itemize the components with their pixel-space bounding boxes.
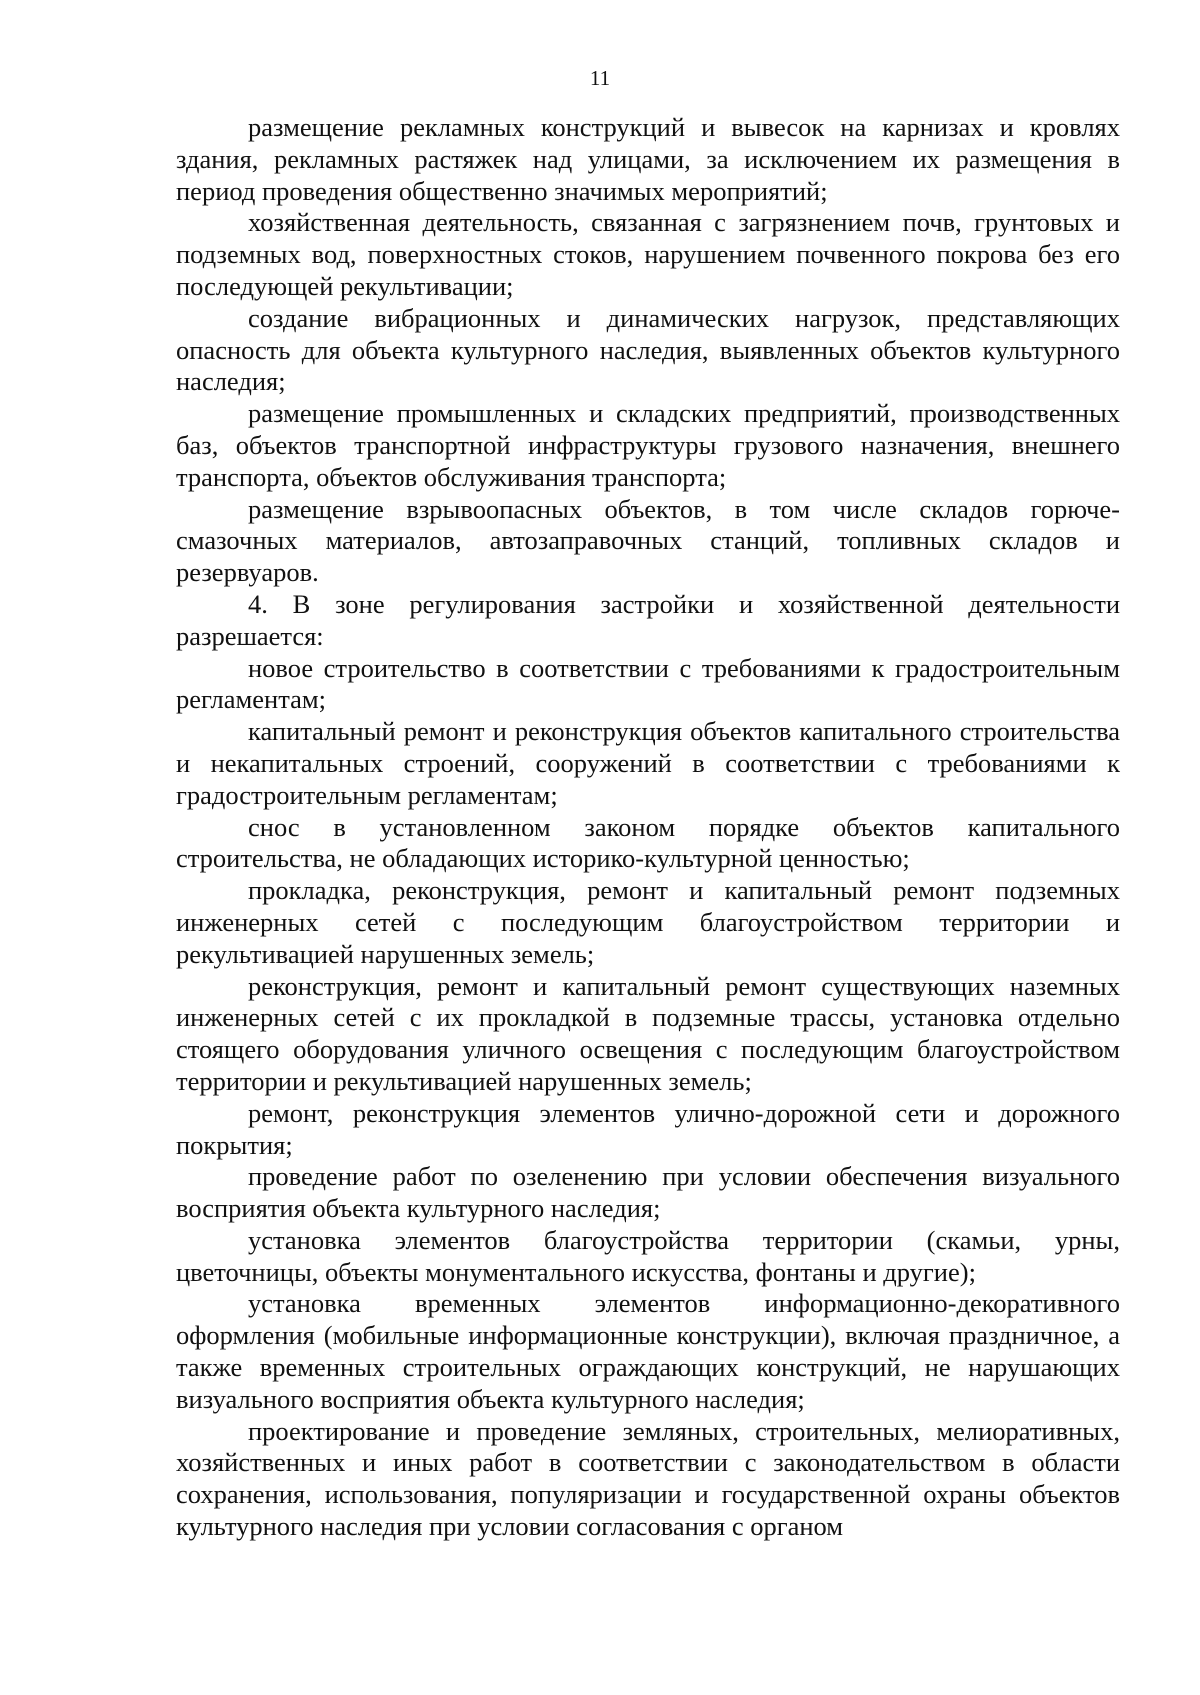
paragraph-allow-landscaping: проведение работ по озеленению при условии обеспечения визуального восприятия объекта культурного наследия; bbox=[176, 1161, 1120, 1224]
paragraph-allow-surface-networks: реконструкция, ремонт и капитальный ремонт существующих наземных инженерных сетей с их прокладкой в подземные трассы, установка отдельно стоящего оборудования уличного освещения с последующим благоустройством территории и рекультивацией нарушенных земель; bbox=[176, 970, 1120, 1096]
paragraph-allow-underground-networks: прокладка, реконструкция, ремонт и капитальный ремонт подземных инженерных сетей с последующим благоустройством территории и рекультивацией нарушенных земель; bbox=[176, 875, 1120, 969]
page-number: 11 bbox=[589, 66, 611, 90]
paragraph-allow-road-repair: ремонт, реконструкция элементов улично-дорожной сети и дорожного покрытия; bbox=[176, 1097, 1120, 1160]
paragraph-allow-demolition: снос в установленном законом порядке объектов капитального строительства, не обладающих историко-культурной ценностью; bbox=[176, 811, 1120, 874]
paragraph-section-4-heading: 4. В зоне регулирования застройки и хозяйственной деятельности разрешается: bbox=[176, 588, 1120, 651]
paragraph-allow-capital-repair: капитальный ремонт и реконструкция объектов капитального строительства и некапитальных строений, сооружений в соответствии с требованиями к градостроительным регламентам; bbox=[176, 716, 1120, 810]
paragraph-allow-design-works: проектирование и проведение земляных, строительных, мелиоративных, хозяйственных и иных работ в соответствии с законодательством в области сохранения, использования, популяризации и государственной охраны объектов культурного наследия при условии согласования с органом bbox=[176, 1415, 1120, 1542]
paragraph-ban-explosive: размещение взрывоопасных объектов, в том числе складов горюче-смазочных материалов, автозаправочных станций, топливных складов и резервуаров. bbox=[176, 493, 1120, 588]
paragraph-allow-new-construction: новое строительство в соответствии с требованиями к градостроительным регламентам; bbox=[176, 652, 1120, 715]
paragraph-ban-advertising: размещение рекламных конструкций и вывесок на карнизах и кровлях здания, рекламных растяжек над улицами, за исключением их размещения в период проведения общественно значимых мероприятий; bbox=[176, 112, 1120, 206]
paragraph-ban-vibration-loads: создание вибрационных и динамических нагрузок, представляющих опасность для объекта культурного наследия, выявленных объектов культурного наследия; bbox=[176, 302, 1120, 397]
document-body bbox=[176, 112, 1120, 1543]
paragraph-allow-temporary-decor: установка временных элементов информационно-декоративного оформления (мобильные информационные конструкции), включая праздничное, а также временных строительных ограждающих конструкций, не нарушающих визуального восприятия объекта культурного наследия; bbox=[176, 1288, 1120, 1414]
paragraph-ban-industrial: размещение промышленных и складских предприятий, производственных баз, объектов транспортной инфраструктуры грузового назначения, внешнего транспорта, объектов обслуживания транспорта; bbox=[176, 398, 1120, 492]
paragraph-ban-soil-pollution: хозяйственная деятельность, связанная с загрязнением почв, грунтовых и подземных вод, поверхностных стоков, нарушением почвенного покрова без его последующей рекультивации; bbox=[176, 207, 1120, 301]
paragraph-allow-amenities: установка элементов благоустройства территории (скамьи, урны, цветочницы, объекты монументального искусства, фонтаны и другие); bbox=[176, 1224, 1120, 1287]
